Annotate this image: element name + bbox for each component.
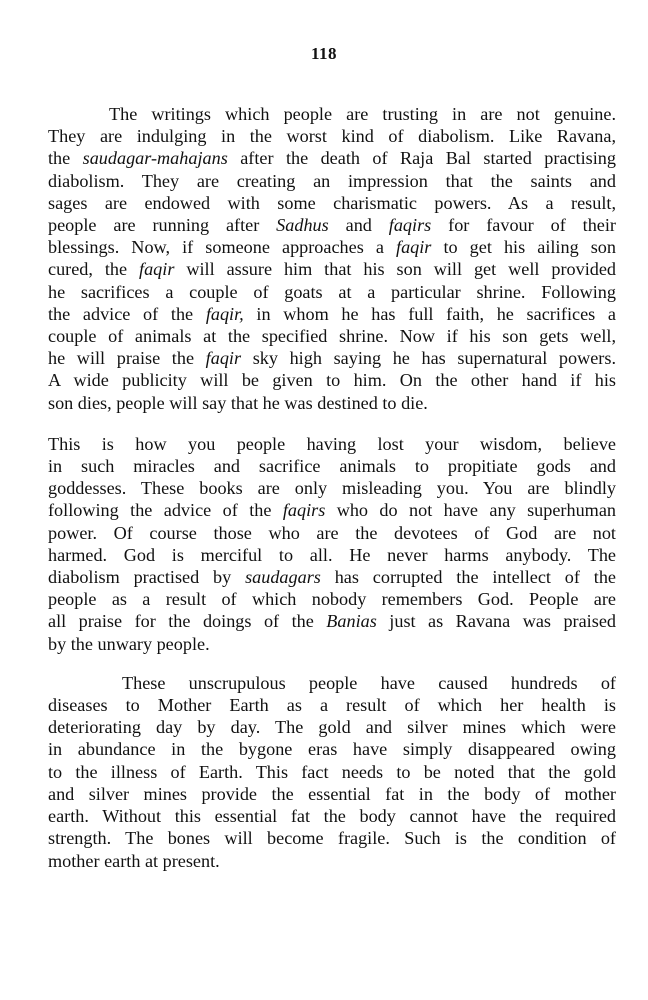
text-line xyxy=(48,827,616,849)
text-run: The writings which people are trusting in are not genuine. xyxy=(109,104,616,124)
text-line xyxy=(48,672,616,694)
text-run: to get his ailing son xyxy=(431,237,616,258)
italic-term: Sadhus xyxy=(276,215,329,236)
paragraph xyxy=(48,103,616,414)
text-run: to the illness of Earth. This fact needs to be noted that the gold xyxy=(48,761,616,782)
text-run: These unscrupulous people have caused hundreds of xyxy=(122,672,616,693)
text-line xyxy=(48,716,616,738)
text-run: all praise for the doings of the xyxy=(48,611,327,632)
page-number: 118 xyxy=(310,44,338,63)
text-run: just as Ravana was praised xyxy=(376,611,616,632)
text-line xyxy=(48,236,616,258)
text-run: the xyxy=(48,148,83,169)
text-line xyxy=(48,850,616,872)
italic-term: saudagar-mahajans xyxy=(82,148,228,169)
italic-term: faqirs xyxy=(282,500,326,521)
text-run: for favour of their xyxy=(431,215,616,236)
text-run: by the unwary people. xyxy=(48,633,210,654)
text-line xyxy=(48,258,616,280)
text-run: A wide publicity will be given to him. On the other hand if his xyxy=(48,370,616,391)
text-line xyxy=(48,694,616,716)
text-run: blessings. Now, if someone approaches a xyxy=(48,237,397,258)
italic-term: faqir, xyxy=(205,303,244,324)
text-run: after the death of Raja Bal started practising xyxy=(227,148,616,169)
text-line xyxy=(48,738,616,760)
text-run: following the advice of the xyxy=(48,500,283,521)
text-run: diabolism practised by xyxy=(48,567,246,588)
text-run: goddesses. These books are only misleading you. You are blindly xyxy=(48,478,616,499)
text-line xyxy=(48,633,616,655)
text-line xyxy=(48,522,616,544)
text-run: diseases to Mother Earth as a result of which her health is xyxy=(48,695,616,716)
text-run: who do not have any superhuman xyxy=(325,500,616,521)
text-run: he sacrifices a couple of goats at a particular shrine. Following xyxy=(48,281,616,302)
italic-term: saudagars xyxy=(245,567,321,588)
italic-term: Banias xyxy=(326,611,377,632)
text-run: in such miracles and sacrifice animals to propitiate gods and xyxy=(48,456,616,477)
text-line xyxy=(48,192,616,214)
text-line xyxy=(48,455,616,477)
body-text xyxy=(48,103,616,872)
text-line xyxy=(48,170,616,192)
text-line xyxy=(48,281,616,303)
text-line xyxy=(48,103,616,125)
text-run: he will praise the xyxy=(48,348,206,369)
text-run: cured, the xyxy=(48,259,140,280)
text-line xyxy=(48,761,616,783)
text-line xyxy=(48,214,616,236)
text-run: sky high saying he has supernatural powers. xyxy=(241,348,616,369)
italic-term: faqir xyxy=(396,237,432,258)
text-run: power. Of course those who are the devotees of God are not xyxy=(48,522,616,543)
italic-term: faqir xyxy=(139,259,175,280)
text-run: This is how you people having lost your wisdom, believe xyxy=(48,433,616,454)
text-run: has corrupted the intellect of the xyxy=(320,567,616,588)
text-line xyxy=(48,477,616,499)
text-line xyxy=(48,805,616,827)
text-run: They are indulging in the worst kind of diabolism. Like Ravana, xyxy=(48,126,616,147)
text-line xyxy=(48,125,616,147)
text-line xyxy=(48,433,616,455)
text-line xyxy=(48,303,616,325)
text-run: people are running after xyxy=(48,215,277,236)
text-run: strength. The bones will become fragile. Such is the condition of xyxy=(48,828,616,849)
text-run: deteriorating day by day. The gold and silver mines which were xyxy=(48,717,616,738)
italic-term: faqir xyxy=(205,348,242,369)
text-line xyxy=(48,369,616,391)
text-run: couple of animals at the specified shrine. Now if his son gets well, xyxy=(48,326,616,347)
text-run: in whom he has full faith, he sacrifices a xyxy=(243,303,616,324)
text-run: in abundance in the bygone eras have simply disappeared owing xyxy=(48,739,616,760)
text-run: earth. Without this essential fat the body cannot have the required xyxy=(48,806,616,827)
text-line xyxy=(48,392,616,414)
text-run: sages are endowed with some charismatic powers. As a result, xyxy=(48,192,616,213)
text-line xyxy=(48,783,616,805)
text-line xyxy=(48,566,616,588)
paragraph xyxy=(48,433,616,655)
text-run: son dies, people will say that he was destined to die. xyxy=(48,392,428,413)
paragraph xyxy=(48,672,616,872)
text-line xyxy=(48,499,616,521)
text-line xyxy=(48,588,616,610)
text-line xyxy=(48,544,616,566)
text-run: harmed. God is merciful to all. He never harms anybody. The xyxy=(48,544,616,565)
text-run: will assure him that his son will get well provided xyxy=(174,259,617,280)
text-line xyxy=(48,147,616,169)
text-line xyxy=(48,347,616,369)
text-run: the advice of the xyxy=(48,303,206,324)
text-run: mother earth at present. xyxy=(48,850,220,871)
italic-term: faqirs xyxy=(388,215,432,236)
text-run: and silver mines provide the essential fat in the body of mother xyxy=(48,783,616,804)
text-run: diabolism. They are creating an impression that the saints and xyxy=(48,170,616,191)
text-line xyxy=(48,325,616,347)
text-run: people as a result of which nobody remembers God. People are xyxy=(48,589,616,610)
text-line xyxy=(48,610,616,632)
text-run: and xyxy=(328,215,389,236)
